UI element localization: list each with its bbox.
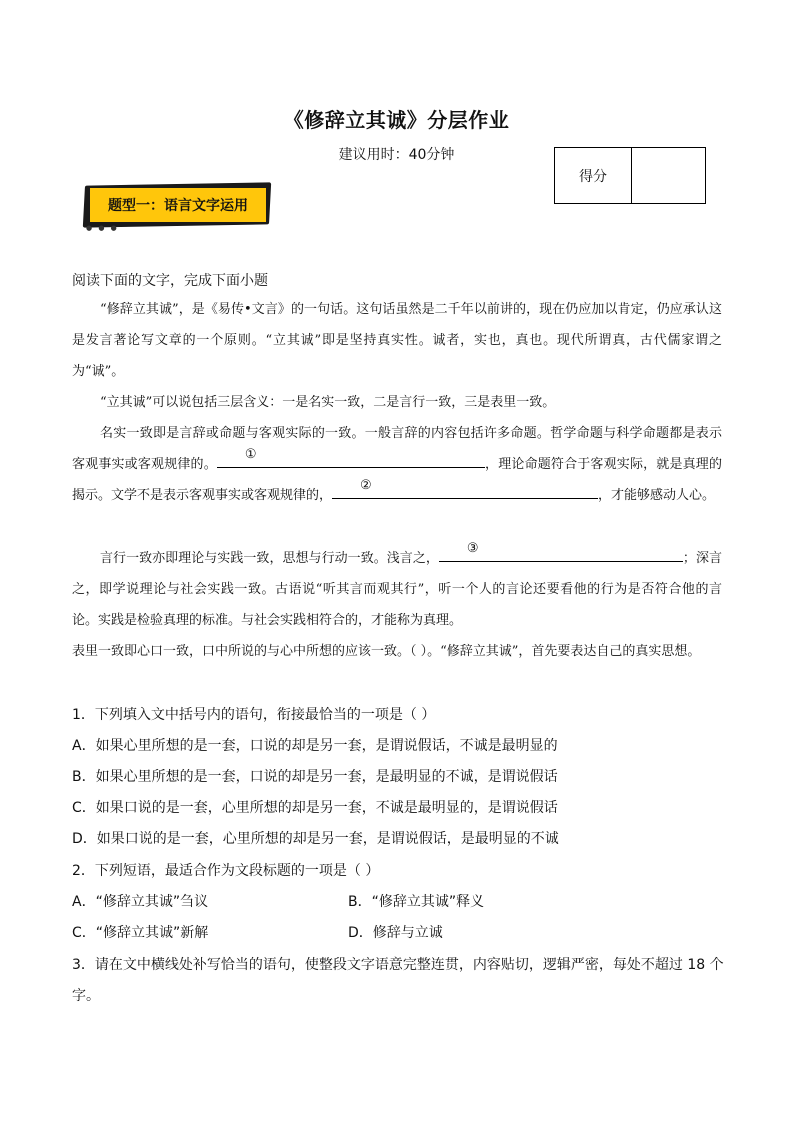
question-1-option-b[interactable]: B．如果心里所想的是一套，口说的却是另一套，是最明显的不诚，是谓说假话: [72, 769, 558, 785]
blank-3-number: ③: [466, 541, 479, 556]
passage-paragraph-2: “立其诚”可以说包括三层含义：一是名实一致，二是言行一致，三是表里一致。: [100, 395, 556, 410]
passage-paragraph-4: [72, 543, 722, 636]
passage-paragraph-5: 表里一致即心口一致，口中所说的与心中所想的应该一致。（ ）。“修辞立其诚”，首先要表达自己的真实思想。: [72, 644, 701, 659]
p3-text-a: 名实一致即是言辞或命题与客观实际的一致。一般言辞的内容包括许多命题。哲学命题与科学命题都是表示客观事实或客观规律的。: [72, 426, 722, 472]
passage-paragraph-3: [72, 418, 722, 511]
score-label: 得分: [555, 148, 632, 203]
blank-1-number: ①: [244, 447, 257, 462]
suggested-time: 建议用时：40分钟: [338, 147, 455, 163]
banner-dots-decoration: ● ● ●: [86, 224, 119, 232]
question-1-option-c[interactable]: C．如果口说的是一套，心里所想的却是另一套，不诚是最明显的，是谓说假话: [72, 800, 558, 816]
blank-3[interactable]: [439, 543, 683, 562]
question-3-line-2: 字。: [72, 988, 100, 1004]
p4-text-a: 言行一致亦即理论与实践一致，思想与行动一致。浅言之，: [100, 551, 439, 566]
question-2-option-c[interactable]: C．“修辞立其诚”新解: [72, 925, 209, 941]
p3-text-b: ，理论命题符合于客观实际，就是真理的揭示。文学不是表示客观事实或客观规律的，: [72, 457, 722, 503]
question-2-option-d[interactable]: D．修辞与立诚: [348, 925, 443, 941]
question-2-option-a[interactable]: A．“修辞立其诚”刍议: [72, 894, 209, 910]
banner-label: 题型一：语言文字运用: [90, 188, 266, 222]
question-2: 2．下列短语，最适合作为文段标题的一项是（ ）: [72, 863, 380, 879]
p4-text-b: ；深言之，即学说理论与社会实践一致。古语说“听其言而观其行”，听一个人的言论还要看他的行为是否符合他的言论。实践是检验真理的标准。与社会实践相符合的，才能称为真理。: [72, 551, 722, 628]
question-1-option-d[interactable]: D．如果口说的是一套，心里所想的却是另一套，是谓说假话，是最明显的不诚: [72, 831, 559, 847]
question-2-option-b[interactable]: B．“修辞立其诚”释义: [348, 894, 485, 910]
instruction: 阅读下面的文字，完成下面小题: [72, 273, 268, 289]
p3-text-c: ，才能够感动人心。: [598, 488, 716, 503]
page-title: 《修辞立其诚》分层作业: [283, 108, 510, 132]
section-banner: [84, 182, 270, 230]
score-box: [554, 147, 706, 204]
blank-2-number: ②: [360, 478, 372, 493]
score-value-cell[interactable]: [632, 148, 705, 203]
blank-1[interactable]: [217, 449, 485, 468]
question-3-line-1: 3．请在文中横线处补写恰当的语句，使整段文字语意完整连贯，内容贴切，逻辑严密，每处不超过 18 个: [72, 957, 724, 973]
blank-2[interactable]: [332, 480, 598, 499]
passage-paragraph-1: “修辞立其诚”，是《易传•文言》的一句话。这句话虽然是二千年以前讲的，现在仍应加以肯定，仍应承认这是发言著论写文章的一个原则。“立其诚”即是坚持真实性。诚者，实也，真也。现代所谓真，古代儒家谓之为“诚”。: [72, 302, 722, 379]
question-1: 1．下列填入文中括号内的语句，衔接最恰当的一项是（ ）: [72, 707, 436, 723]
question-1-option-a[interactable]: A．如果心里所想的是一套，口说的却是另一套，是谓说假话，不诚是最明显的: [72, 738, 558, 754]
